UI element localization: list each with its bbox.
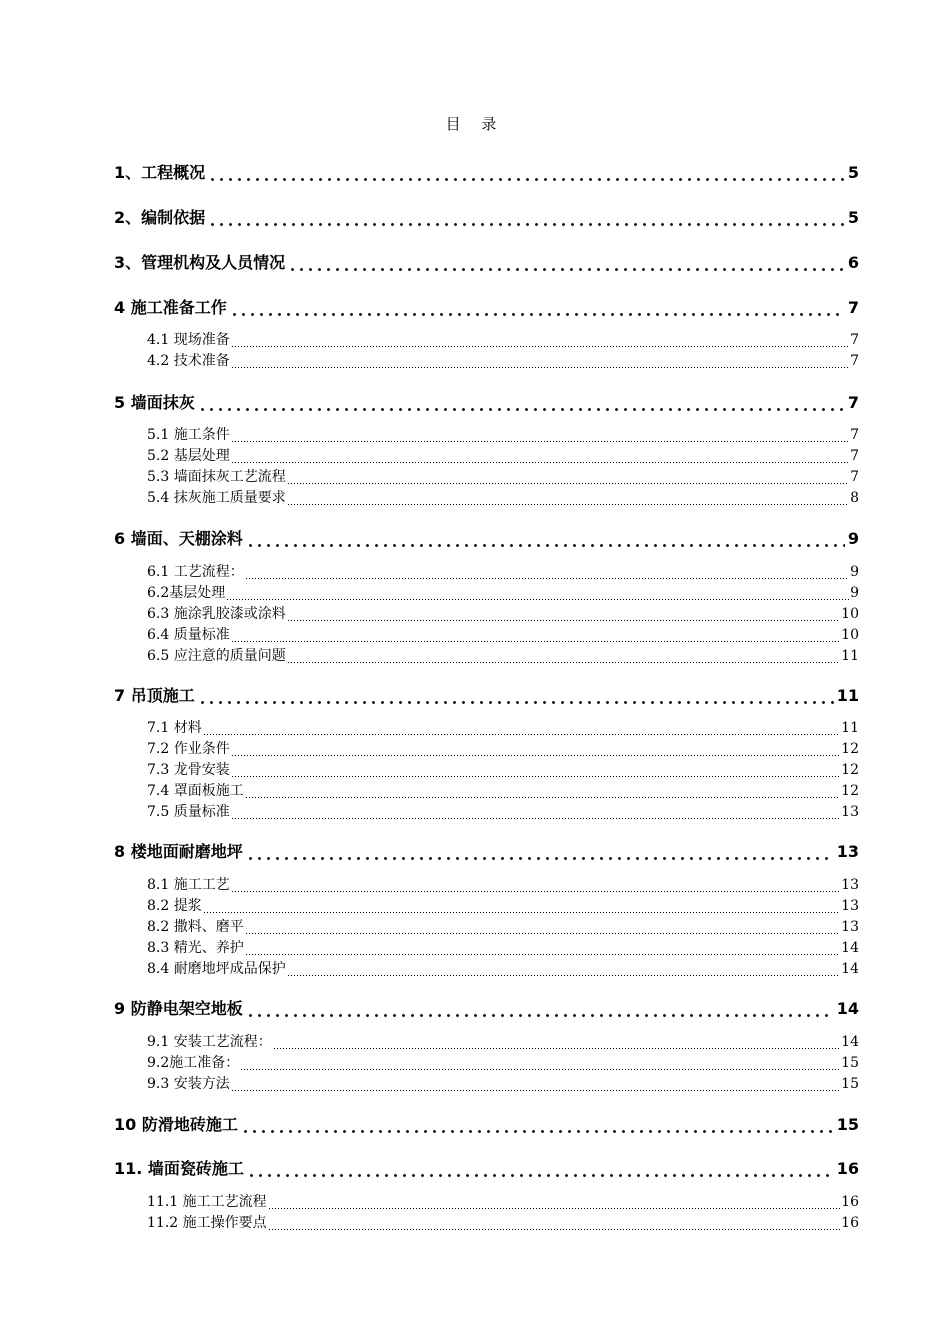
toc-entry-label: 7.5 质量标准 (147, 804, 230, 820)
dot-leader (208, 207, 845, 229)
toc-page-number: 7 (850, 353, 859, 369)
toc-page-number: 15 (841, 1055, 859, 1071)
toc-page-number: 11 (841, 648, 859, 664)
toc-section-entry[interactable] (114, 297, 859, 319)
dot-leader (245, 918, 840, 937)
toc-subsection-entry[interactable] (147, 761, 859, 780)
toc-page-number: 10 (841, 627, 859, 643)
dot-leader (247, 1158, 834, 1180)
toc-page-number: 11 (836, 686, 859, 705)
toc-entry-label: 5 墙面抹灰 (114, 393, 195, 412)
toc-entry-label: 8.2 提浆 (147, 898, 202, 914)
toc-entry-label: 6.5 应注意的质量问题 (147, 648, 286, 664)
toc-entry-label: 4.1 现场准备 (147, 332, 230, 348)
toc-entry-label: 8.2 撒料、磨平 (147, 919, 244, 935)
toc-entry-label: 6.4 质量标准 (147, 627, 230, 643)
toc-entry-label: 8 楼地面耐磨地坪 (114, 842, 243, 861)
toc-entry-label: 7.1 材料 (147, 720, 202, 736)
toc-subsection-entry[interactable] (147, 939, 859, 958)
toc-entry-label: 7.3 龙骨安装 (147, 762, 230, 778)
toc-subsection-entry[interactable] (147, 960, 859, 979)
toc-page-number: 10 (841, 606, 859, 622)
toc-subsection-entry[interactable] (147, 352, 859, 371)
toc-entry-label: 7 吊顶施工 (114, 686, 195, 705)
toc-subsection-entry[interactable] (147, 918, 859, 937)
toc-entry-label: 11.2 施工操作要点 (147, 1215, 267, 1231)
toc-title: 目 录 (445, 115, 505, 133)
toc-subsection-entry[interactable] (147, 426, 859, 445)
dot-leader (245, 782, 840, 801)
dot-leader (240, 1054, 840, 1073)
dot-leader (198, 685, 834, 707)
toc-subsection-entry[interactable] (147, 897, 859, 916)
toc-entry-label: 11.1 施工工艺流程 (147, 1194, 267, 1210)
toc-entry-label: 7.2 作业条件 (147, 741, 230, 757)
dot-leader (287, 489, 849, 508)
toc-subsection-entry[interactable] (147, 1193, 859, 1212)
toc-entry-label: 8.3 精光、养护 (147, 940, 244, 956)
toc-entry-label: 8.4 耐磨地坪成品保护 (147, 961, 286, 977)
toc-entry-label: 11. 墙面瓷砖施工 (114, 1159, 244, 1178)
toc-entry-label: 2、编制依据 (114, 208, 206, 227)
toc-subsection-entry[interactable] (147, 1075, 859, 1094)
toc-page-number: 14 (841, 961, 859, 977)
dot-leader (231, 803, 840, 822)
toc-entry-label: 4 施工准备工作 (114, 298, 227, 317)
toc-section-entry[interactable] (114, 528, 859, 550)
toc-entry-label: 5.4 抹灰施工质量要求 (147, 490, 286, 506)
dot-leader (246, 841, 834, 863)
toc-section-entry[interactable] (114, 1158, 859, 1180)
toc-page-number: 13 (836, 842, 859, 861)
toc-subsection-entry[interactable] (147, 740, 859, 759)
toc-page-number: 14 (841, 1034, 859, 1050)
toc-page-number: 16 (841, 1215, 859, 1231)
dot-leader (203, 719, 840, 738)
toc-entry-label: 5.3 墙面抹灰工艺流程 (147, 469, 286, 485)
toc-entry-label: 6.2基层处理 (147, 585, 226, 601)
toc-subsection-entry[interactable] (147, 1033, 859, 1052)
toc-section-entry[interactable] (114, 252, 859, 274)
toc-section-entry[interactable] (114, 841, 859, 863)
dot-leader (241, 1114, 834, 1136)
toc-page-number: 13 (841, 898, 859, 914)
toc-page-number: 8 (850, 490, 859, 506)
toc-page-number: 13 (841, 877, 859, 893)
toc-entry-label: 9 防静电架空地板 (114, 999, 243, 1018)
toc-page-number: 13 (841, 919, 859, 935)
toc-entry-label: 3、管理机构及人员情况 (114, 253, 286, 272)
dot-leader (246, 998, 834, 1020)
toc-entry-label: 4.2 技术准备 (147, 353, 230, 369)
dot-leader (231, 331, 849, 350)
toc-entry-label: 7.4 罩面板施工 (147, 783, 244, 799)
toc-subsection-entry[interactable] (147, 468, 859, 487)
toc-entry-label: 8.1 施工工艺 (147, 877, 230, 893)
dot-leader (231, 626, 840, 645)
toc-entry-label: 1、工程概况 (114, 163, 206, 182)
toc-subsection-entry[interactable] (147, 331, 859, 350)
toc-page-number: 12 (841, 741, 859, 757)
toc-page-number: 7 (847, 298, 859, 317)
toc-page-number: 9 (850, 564, 859, 580)
toc-section-entry[interactable] (114, 392, 859, 414)
toc-entry-label: 6.1 工艺流程： (147, 564, 244, 580)
dot-leader (273, 1033, 840, 1052)
toc-page-number: 15 (841, 1076, 859, 1092)
dot-leader (203, 897, 840, 916)
toc-page-number: 9 (850, 585, 859, 601)
dot-leader (287, 468, 849, 487)
toc-subsection-entry[interactable] (147, 584, 859, 603)
dot-leader (288, 252, 845, 274)
toc-page-number: 13 (841, 804, 859, 820)
dot-leader (208, 162, 845, 184)
toc-page-number: 7 (850, 448, 859, 464)
toc-subsection-entry[interactable] (147, 605, 859, 624)
toc-page-number: 11 (841, 720, 859, 736)
toc-entry-label: 9.3 安装方法 (147, 1076, 230, 1092)
toc-entry-label: 6.3 施涂乳胶漆或涂料 (147, 606, 286, 622)
toc-entry-label: 5.2 基层处理 (147, 448, 230, 464)
toc-page-number: 16 (836, 1159, 859, 1178)
dot-leader (268, 1193, 841, 1212)
toc-section-entry[interactable] (114, 162, 859, 184)
dot-leader (246, 528, 845, 550)
toc-page-number: 14 (841, 940, 859, 956)
dot-leader (231, 352, 849, 371)
toc-subsection-entry[interactable] (147, 803, 859, 822)
toc-subsection-entry[interactable] (147, 626, 859, 645)
toc-subsection-entry[interactable] (147, 1214, 859, 1233)
dot-leader (231, 740, 840, 759)
toc-subsection-entry[interactable] (147, 719, 859, 738)
toc-section-entry[interactable] (114, 685, 859, 707)
toc-subsection-entry[interactable] (147, 447, 859, 466)
toc-page-number: 12 (841, 783, 859, 799)
toc-page-number: 7 (850, 427, 859, 443)
toc-entry-label: 5.1 施工条件 (147, 427, 230, 443)
dot-leader (231, 426, 849, 445)
toc-page-number: 14 (836, 999, 859, 1018)
dot-leader (287, 605, 840, 624)
toc-entry-label: 6 墙面、天棚涂料 (114, 529, 243, 548)
toc-section-entry[interactable] (114, 207, 859, 229)
toc-page-number: 16 (841, 1194, 859, 1210)
dot-leader (231, 1075, 840, 1094)
toc-page-number: 12 (841, 762, 859, 778)
toc-subsection-entry[interactable] (147, 647, 859, 666)
toc-page-number: 7 (850, 469, 859, 485)
toc-page-number: 15 (836, 1115, 859, 1134)
dot-leader (245, 939, 840, 958)
toc-page-number: 7 (847, 393, 859, 412)
toc-page-number: 7 (850, 332, 859, 348)
dot-leader (226, 584, 849, 603)
dot-leader (268, 1214, 841, 1233)
toc-subsection-entry[interactable] (147, 782, 859, 801)
toc-page-number: 9 (847, 529, 859, 548)
toc-page-number: 6 (847, 253, 859, 272)
dot-leader (198, 392, 845, 414)
dot-leader (231, 876, 840, 895)
toc-subsection-entry[interactable] (147, 563, 859, 582)
toc-subsection-entry[interactable] (147, 489, 859, 508)
dot-leader (245, 563, 849, 582)
toc-section-entry[interactable] (114, 1114, 859, 1136)
toc-page-number: 5 (847, 208, 859, 227)
toc-entry-label: 10 防滑地砖施工 (114, 1115, 238, 1134)
dot-leader (231, 447, 849, 466)
toc-subsection-entry[interactable] (147, 876, 859, 895)
toc-page-number: 5 (847, 163, 859, 182)
dot-leader (230, 297, 845, 319)
toc-entry-label: 9.1 安装工艺流程： (147, 1034, 272, 1050)
dot-leader (287, 960, 840, 979)
toc-subsection-entry[interactable] (147, 1054, 859, 1073)
toc-entry-label: 9.2施工准备： (147, 1055, 240, 1071)
toc-section-entry[interactable] (114, 998, 859, 1020)
dot-leader (231, 761, 840, 780)
dot-leader (287, 647, 840, 666)
